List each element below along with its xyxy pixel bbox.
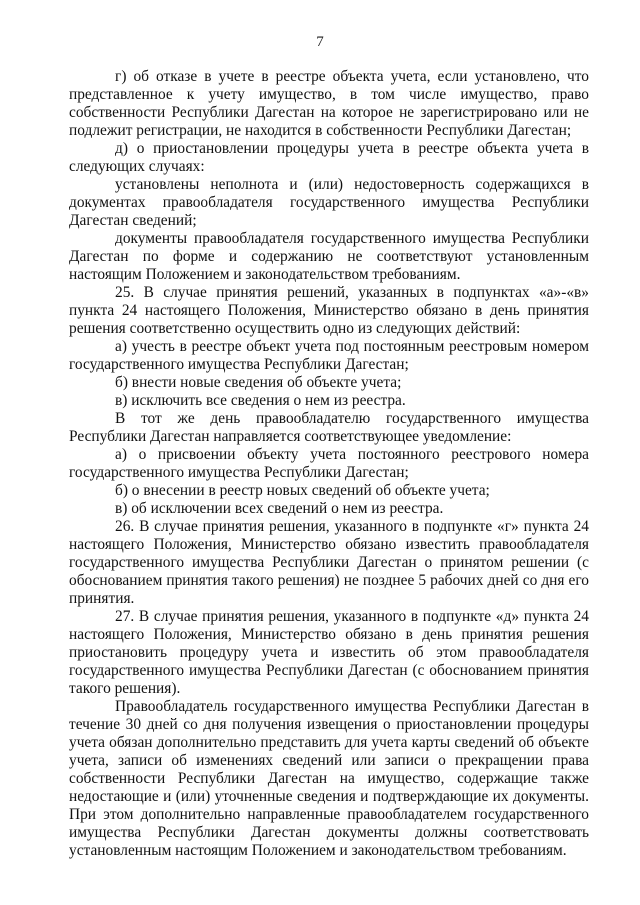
paragraph-rightholder-obligation: Правообладатель государственного имущества Республики Дагестан в течение 30 дней со дня получения извещения о приостановлении процедуры учета обязан дополнительно представить для учета карты сведений об объекте учета, записи об изменениях сведений или записи о прекращении права собственности Республики Дагестан на имущество, содержащие также недостающие и (или) уточненные сведения и подтверждающие их документы. При этом дополнительно направленные правообладателем государственного имущества Республики Дагестан документы должны соответствовать установленным настоящим Положением и законодательством требованиям. (69, 698, 589, 859)
paragraph-notification-v: в) об исключении всех сведений о нем из реестра. (115, 500, 444, 517)
paragraph-item-g: г) об отказе в учете в реестре объекта учета, если установлено, что представленное к учету имущество, в том числе имущество, право собственности Республики Дагестан на которое не зарегистрировано или не подлежит регистрации, не находится в собственности Республики Дагестан; (69, 68, 589, 139)
paragraph-25-b: б) внести новые сведения об объекте учета; (115, 374, 402, 391)
paragraph-notification: В тот же день правообладателю государственного имущества Республики Дагестан направляется соответствующее уведомление: (69, 410, 589, 445)
paragraph-25-v: в) исключить все сведения о нем из реестра. (115, 392, 406, 409)
paragraph-notification-a: а) о присвоении объекту учета постоянного реестрового номера государственного имущества Республики Дагестан; (69, 446, 589, 481)
paragraph-clause-27: 27. В случае принятия решения, указанного в подпункте «д» пункта 24 настоящего Положения, Министерство обязано в день принятия решения приостановить процедуру учета и известить об этом правообладателя государственного имущества Республики Дагестан (с обоснованием принятия такого решения). (69, 608, 589, 697)
paragraph-clause-26: 26. В случае принятия решения, указанного в подпункте «г» пункта 24 настоящего Положения, Министерство обязано известить правообладателя государственного имущества Республики Дагестан о принятом решении (с обоснованием принятия такого решения) не позднее 5 рабочих дней со дня его принятия. (69, 518, 589, 607)
paragraph-item-d: д) о приостановлении процедуры учета в реестре объекта учета в следующих случаях: (69, 140, 589, 175)
paragraph-clause-25: 25. В случае принятия решений, указанных в подпунктах «а»-«в» пункта 24 настоящего Положения, Министерство обязано в день принятия решения соответственно осуществить одно из следующих действий: (69, 284, 589, 337)
page-number: 7 (316, 34, 324, 50)
document-body (69, 68, 589, 860)
paragraph-case-incomplete: установлены неполнота и (или) недостоверность содержащихся в документах правообладателя государственного имущества Республики Дагестан сведений; (69, 176, 589, 229)
paragraph-notification-b: б) о внесении в реестр новых сведений об объекте учета; (115, 482, 490, 499)
paragraph-case-nonconforming: документы правообладателя государственного имущества Республики Дагестан по форме и содержанию не соответствуют установленным настоящим Положением и законодательством требованиям. (69, 230, 589, 283)
paragraph-25-a: а) учесть в реестре объект учета под постоянным реестровым номером государственного имущества Республики Дагестан; (69, 338, 589, 373)
